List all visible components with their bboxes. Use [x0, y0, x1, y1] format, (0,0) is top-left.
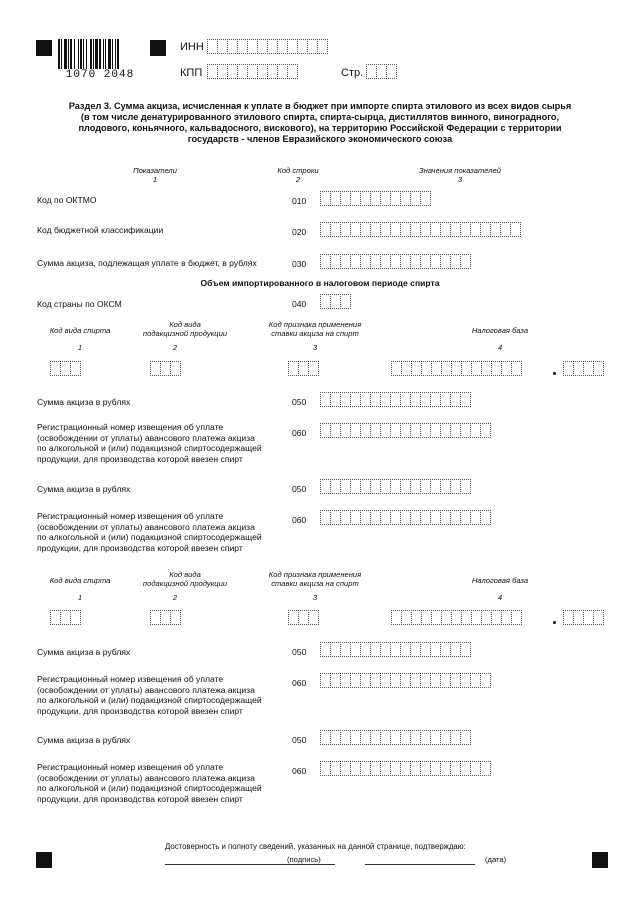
section-title-line: плодового, коньячного, кальвадосного, вискового), на территорию Российской Федерации с территории: [78, 123, 562, 133]
country-code: 040: [292, 299, 307, 309]
registration-code: 060: [292, 515, 307, 525]
input-cell[interactable]: [593, 361, 604, 376]
barcode-bar: [119, 39, 120, 69]
column-header-text: Код строки: [277, 166, 319, 175]
registration-label-line: Регистрационный номер извещения об уплате: [37, 511, 224, 521]
column-header-num: 1: [152, 175, 158, 184]
header-text: ставки акциза на спирт: [271, 329, 359, 338]
input-cell[interactable]: [480, 761, 491, 776]
input-cell[interactable]: [460, 392, 471, 407]
header-rate-sign-num: 3: [312, 593, 318, 602]
header-rate-sign: [260, 570, 370, 588]
header-text: Налоговая база: [471, 326, 529, 335]
page-label: Стр.: [341, 67, 364, 79]
kbk-code: 020: [292, 227, 307, 237]
excise-rub-label: Сумма акциза в рублях: [37, 735, 131, 745]
registration-label-line: (освобождении от уплаты) авансового платежа акциза: [37, 521, 255, 532]
header-product-type-num: 2: [172, 343, 178, 352]
rate-sign-field[interactable]: [288, 610, 318, 625]
input-cell[interactable]: [593, 610, 604, 625]
input-cell[interactable]: [386, 64, 397, 79]
oktmo-label: Код по ОКТМО: [37, 195, 97, 205]
oktmo-code: 010: [292, 196, 307, 206]
input-cell[interactable]: [460, 642, 471, 657]
header-text: Код признака применения: [268, 570, 362, 579]
input-cell[interactable]: [308, 610, 319, 625]
input-cell[interactable]: [420, 191, 431, 206]
header-text: Код вида спирта: [49, 326, 111, 335]
registration-code: 060: [292, 678, 307, 688]
header-tax-base-num: 4: [497, 343, 503, 352]
registration-label-line: продукции, для производства которой ввезен спирт: [37, 542, 243, 553]
corner-marker-bottom-left: [36, 852, 52, 868]
kbk-label: Код бюджетной классификации: [37, 225, 164, 235]
input-cell[interactable]: [308, 361, 319, 376]
input-cell[interactable]: [170, 361, 181, 376]
excise-rub-field[interactable]: [320, 392, 470, 407]
excise-rub-field[interactable]: [320, 642, 470, 657]
header-tax-base: [450, 326, 550, 335]
input-cell[interactable]: [460, 254, 471, 269]
input-cell[interactable]: [480, 423, 491, 438]
header-text: подакцизной продукции: [142, 579, 228, 588]
signature-caption: (подпись): [287, 855, 321, 864]
excise-rub-code: 050: [292, 397, 307, 407]
input-cell[interactable]: [480, 510, 491, 525]
excise-rub-code: 050: [292, 735, 307, 745]
header-tax-base: [450, 576, 550, 585]
kpp-field[interactable]: [207, 64, 297, 79]
excise-rub-label: Сумма акциза в рублях: [37, 647, 131, 657]
tax-base-integer-field[interactable]: [391, 361, 521, 376]
confirm-text: Достоверность и полноту сведений, указанных на данной странице, подтверждаю:: [165, 842, 466, 851]
barcode: [58, 39, 142, 69]
section-title-line: (в том числе денатурированного этилового спирта, спирта-сырца, дистиллятов винного, виноградного,: [80, 112, 560, 122]
registration-label-line: по алкогольной и (или) подакцизной спиртосодержащей: [37, 532, 262, 542]
inn-field[interactable]: [207, 39, 327, 54]
input-cell[interactable]: [317, 39, 328, 54]
input-cell[interactable]: [70, 610, 81, 625]
registration-label-line: Регистрационный номер извещения об уплате: [37, 762, 224, 772]
column-header-text: Значения показателей: [418, 166, 501, 175]
header-tax-base-num: 4: [497, 593, 503, 602]
registration-label-line: продукции, для производства которой ввезен спирт: [37, 793, 243, 804]
header-text: Налоговая база: [471, 576, 529, 585]
registration-code: 060: [292, 766, 307, 776]
header-spirit-type: [40, 326, 120, 335]
tax-base-decimal-field[interactable]: [563, 610, 603, 625]
registration-code: 060: [292, 428, 307, 438]
header-text: Код признака применения: [268, 320, 362, 329]
excise-rub-field[interactable]: [320, 730, 470, 745]
column-header-num: 3: [457, 175, 463, 184]
kpp-label: КПП: [180, 67, 203, 79]
registration-label-line: по алкогольной и (или) подакцизной спиртосодержащей: [37, 443, 262, 453]
header-text: Код вида: [169, 570, 201, 579]
inn-label: ИНН: [180, 41, 204, 53]
input-cell[interactable]: [511, 361, 522, 376]
registration-label: [37, 511, 262, 553]
kbk-field[interactable]: [320, 222, 520, 237]
column-header-line-code: [268, 166, 328, 184]
column-header-text: Показатели: [133, 166, 177, 175]
input-cell[interactable]: [460, 479, 471, 494]
header-product-type: [130, 570, 240, 588]
registration-label: [37, 422, 262, 464]
header-rate-sign-num: 3: [312, 343, 318, 352]
tax-base-integer-field[interactable]: [391, 610, 521, 625]
date-caption: (дата): [485, 855, 507, 864]
excise-rub-label: Сумма акциза в рублях: [37, 397, 131, 407]
registration-field[interactable]: [320, 673, 490, 688]
registration-label-line: (освобождении от уплаты) авансового платежа акциза: [37, 772, 255, 783]
registration-label-line: по алкогольной и (или) подакцизной спиртосодержащей: [37, 783, 262, 793]
header-text: Код вида: [169, 320, 201, 329]
import-volume-title: Объем импортированного в налоговом периоде спирта: [200, 278, 440, 288]
registration-label-line: продукции, для производства которой ввезен спирт: [37, 453, 243, 464]
input-cell[interactable]: [510, 222, 521, 237]
header-text: ставки акциза на спирт: [271, 579, 359, 588]
corner-marker-bottom-right: [592, 852, 608, 868]
product-type-field[interactable]: [150, 610, 180, 625]
registration-field[interactable]: [320, 761, 490, 776]
excise-rub-code: 050: [292, 647, 307, 657]
column-header-values: [400, 166, 520, 184]
input-cell[interactable]: [287, 64, 298, 79]
input-cell[interactable]: [480, 673, 491, 688]
excise-due-label: Сумма акциза, подлежащая уплате в бюджет, в рублях: [37, 258, 257, 268]
header-text: подакцизной продукции: [142, 329, 228, 338]
excise-due-code: 030: [292, 259, 307, 269]
date-line[interactable]: [365, 864, 475, 865]
registration-field[interactable]: [320, 423, 490, 438]
registration-label-line: по алкогольной и (или) подакцизной спиртосодержащей: [37, 695, 262, 705]
excise-rub-label: Сумма акциза в рублях: [37, 484, 131, 494]
header-product-type: [130, 320, 240, 338]
header-product-type-num: 2: [172, 593, 178, 602]
registration-label-line: (освобождении от уплаты) авансового платежа акциза: [37, 432, 255, 443]
registration-label-line: (освобождении от уплаты) авансового платежа акциза: [37, 684, 255, 695]
corner-marker-top-right: [150, 40, 166, 56]
registration-label-line: Регистрационный номер извещения об уплате: [37, 422, 224, 432]
spirit-type-field[interactable]: [50, 610, 80, 625]
registration-label: [37, 674, 262, 716]
signature-line[interactable]: [165, 864, 335, 865]
header-spirit-type: [40, 576, 120, 585]
barcode-number: 1070 2048: [65, 69, 135, 81]
tax-base-decimal-field[interactable]: [563, 361, 603, 376]
header-spirit-type-num: 1: [77, 593, 83, 602]
header-rate-sign: [260, 320, 370, 338]
registration-label-line: продукции, для производства которой ввезен спирт: [37, 705, 243, 716]
registration-field[interactable]: [320, 510, 490, 525]
header-text: Код вида спирта: [49, 576, 111, 585]
registration-label: [37, 762, 262, 804]
input-cell[interactable]: [340, 294, 351, 309]
column-header-num: 2: [295, 175, 301, 184]
country-label: Код страны по ОКСМ: [37, 299, 122, 309]
section-title-line: Раздел 3. Сумма акциза, исчисленная к уплате в бюджет при импорте спирта этилового из всех видов сырья: [68, 101, 572, 111]
section-title: [30, 101, 610, 145]
excise-due-field[interactable]: [320, 254, 470, 269]
rate-sign-field[interactable]: [288, 361, 318, 376]
excise-rub-code: 050: [292, 484, 307, 494]
input-cell[interactable]: [170, 610, 181, 625]
input-cell[interactable]: [460, 730, 471, 745]
registration-label-line: Регистрационный номер извещения об уплате: [37, 674, 224, 684]
input-cell[interactable]: [70, 361, 81, 376]
country-field[interactable]: [320, 294, 350, 309]
corner-marker-top-left: [36, 40, 52, 56]
page-field[interactable]: [366, 64, 396, 79]
excise-rub-field[interactable]: [320, 479, 470, 494]
header-spirit-type-num: 1: [77, 343, 83, 352]
decimal-point: [553, 372, 556, 375]
section-title-line: государств - членов Евразийского экономического союза: [187, 134, 453, 144]
column-header-indicators: [100, 166, 210, 184]
input-cell[interactable]: [511, 610, 522, 625]
spirit-type-field[interactable]: [50, 361, 80, 376]
oktmo-field[interactable]: [320, 191, 430, 206]
product-type-field[interactable]: [150, 361, 180, 376]
decimal-point: [553, 621, 556, 624]
